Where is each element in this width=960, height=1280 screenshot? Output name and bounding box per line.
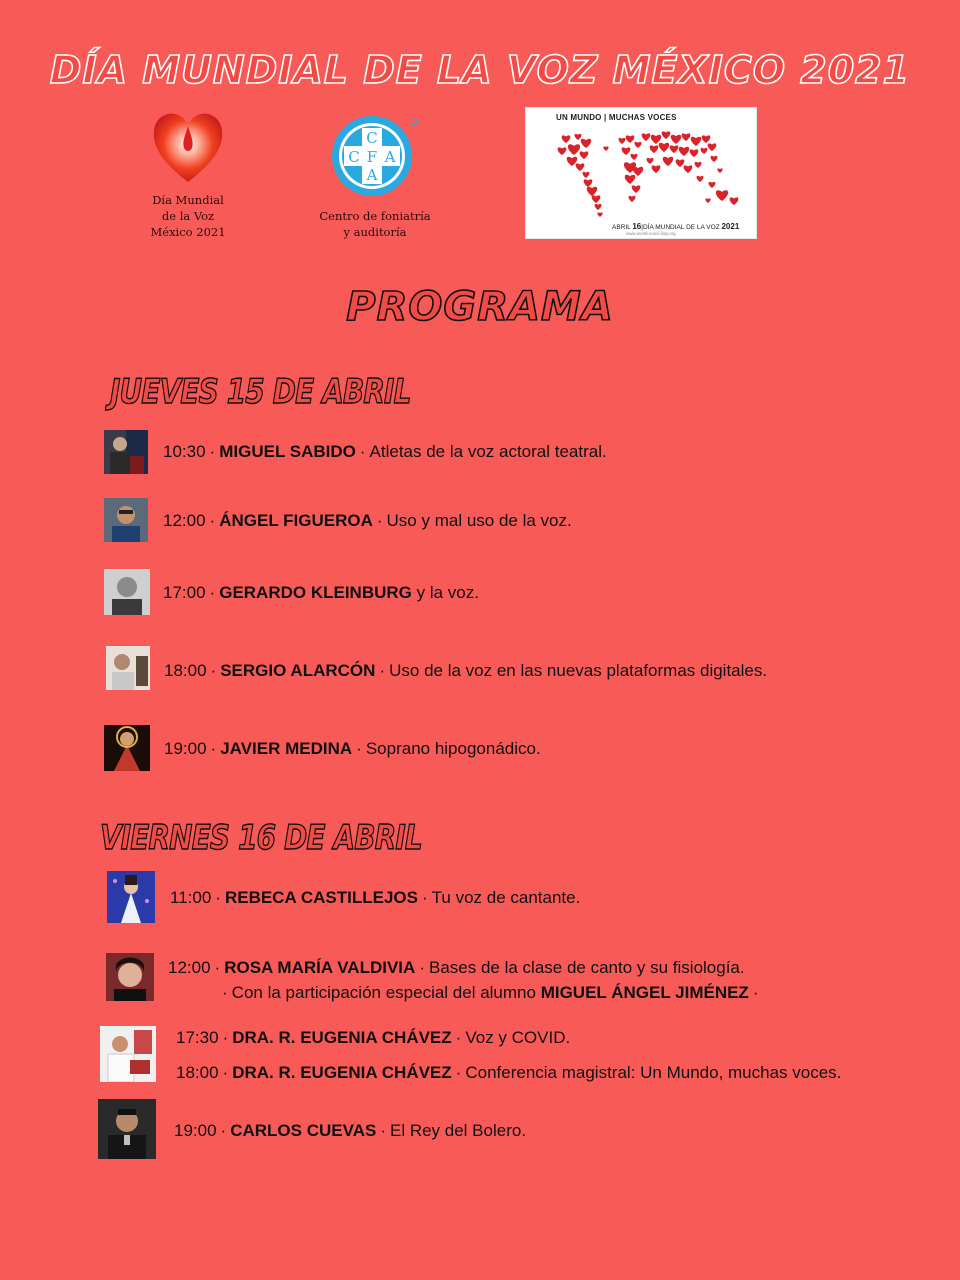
map-heart bbox=[584, 179, 593, 187]
map-heart bbox=[575, 134, 582, 140]
cfa-caption-line: y auditoría bbox=[343, 225, 407, 239]
event-line bbox=[176, 1028, 570, 1048]
map-heart bbox=[622, 147, 631, 155]
separator: · bbox=[455, 1028, 462, 1047]
world-banner-url: www.world-voice-day.org bbox=[626, 231, 676, 236]
separator: · bbox=[380, 1121, 386, 1140]
map-heart bbox=[592, 195, 601, 203]
map-heart bbox=[697, 176, 704, 182]
map-heart bbox=[702, 135, 711, 143]
event-time: 10:30 bbox=[163, 442, 206, 461]
event-line bbox=[174, 1121, 526, 1141]
separator: · bbox=[209, 442, 216, 461]
separator: · bbox=[419, 958, 425, 977]
map-heart bbox=[651, 135, 661, 144]
separator: · bbox=[222, 983, 228, 1002]
map-heart bbox=[716, 190, 728, 201]
event-line bbox=[164, 661, 767, 681]
separator: · bbox=[209, 583, 216, 602]
cfa-caption-line: Centro de foniatría bbox=[319, 209, 431, 223]
map-heart bbox=[670, 145, 679, 153]
speaker-name: JAVIER MEDINA bbox=[220, 739, 353, 758]
event-topic: Atletas de la voz actoral teatral. bbox=[369, 442, 607, 461]
map-heart bbox=[717, 168, 722, 173]
map-heart bbox=[597, 212, 602, 217]
event-line bbox=[164, 739, 541, 759]
map-heart bbox=[705, 198, 710, 203]
speaker-photo bbox=[104, 569, 150, 615]
map-heart bbox=[558, 147, 567, 155]
speaker-name: CARLOS CUEVAS bbox=[230, 1121, 377, 1140]
event-line bbox=[163, 583, 479, 603]
speaker-name: ÁNGEL FIGUEROA bbox=[219, 511, 373, 530]
map-heart bbox=[595, 204, 602, 210]
separator: · bbox=[376, 511, 383, 530]
world-voice-day-banner bbox=[526, 108, 756, 238]
event-topic: Tu voz de cantante. bbox=[431, 888, 581, 907]
separator: · bbox=[222, 1063, 229, 1082]
separator: · bbox=[209, 511, 216, 530]
map-heart bbox=[659, 143, 669, 152]
event-topic: El Rey del Bolero. bbox=[389, 1121, 527, 1140]
separator: · bbox=[214, 958, 221, 977]
world-banner-year: 2021 bbox=[721, 222, 740, 231]
heart-caption-line: de la Voz bbox=[161, 209, 215, 223]
separator: · bbox=[222, 1028, 229, 1047]
world-banner-month: ABRIL bbox=[612, 224, 631, 231]
map-heart bbox=[730, 197, 739, 205]
map-heart bbox=[709, 182, 716, 188]
event-topic: Bases de la clase de canto y su fisiología. bbox=[428, 958, 745, 977]
map-heart bbox=[679, 147, 689, 156]
map-heart bbox=[619, 138, 626, 144]
poster-title: DÍA MUNDIAL DE LA VOZ MÉXICO 2021 bbox=[49, 48, 911, 92]
world-hearts-map-icon bbox=[526, 108, 756, 238]
event-time: 18:00 bbox=[164, 661, 207, 680]
map-heart bbox=[682, 133, 691, 141]
separator: · bbox=[379, 661, 386, 680]
cfa-letter: C bbox=[366, 129, 378, 147]
map-heart bbox=[684, 165, 693, 173]
separator: · bbox=[210, 739, 217, 758]
separator: · bbox=[359, 442, 366, 461]
separator: · bbox=[752, 983, 759, 1002]
separator: · bbox=[455, 1063, 462, 1082]
cfa-cross-emblem bbox=[330, 114, 420, 200]
guest-name: MIGUEL ÁNGEL JIMÉNEZ bbox=[540, 983, 749, 1002]
event-extra-line bbox=[218, 983, 763, 1003]
cfa-letter: A bbox=[384, 148, 396, 166]
dia-mundial-logo bbox=[140, 108, 236, 240]
event-line bbox=[168, 958, 745, 978]
map-heart bbox=[568, 144, 580, 155]
event-time: 17:00 bbox=[163, 583, 206, 602]
world-banner-day: 16 bbox=[632, 222, 642, 231]
speaker-photo bbox=[107, 871, 155, 923]
map-heart bbox=[626, 135, 635, 143]
day-heading-jueves: JUEVES 15 DE ABRIL bbox=[110, 372, 411, 412]
map-heart bbox=[629, 196, 636, 202]
speaker-photo bbox=[106, 953, 154, 1001]
map-heart bbox=[708, 143, 717, 151]
event-time: 18:00 bbox=[176, 1063, 219, 1082]
map-heart bbox=[632, 185, 641, 193]
day-heading-viernes: VIERNES 16 DE ABRIL bbox=[100, 818, 422, 858]
speaker-photo bbox=[106, 646, 150, 690]
world-banner-text: DÍA MUNDIAL DE LA VOZ bbox=[642, 224, 720, 231]
event-time: 12:00 bbox=[168, 958, 211, 977]
map-heart bbox=[603, 146, 608, 151]
map-heart bbox=[663, 157, 673, 166]
map-heart bbox=[580, 151, 589, 159]
event-time: 11:00 bbox=[170, 888, 212, 907]
map-heart bbox=[625, 175, 635, 184]
map-heart bbox=[690, 149, 699, 157]
speaker-name: DRA. R. EUGENIA CHÁVEZ bbox=[232, 1028, 452, 1047]
speaker-name: GERARDO KLEINBURG bbox=[219, 583, 412, 602]
heart-icon bbox=[152, 108, 224, 184]
map-heart bbox=[695, 162, 702, 168]
event-topic: Uso de la voz en las nuevas plataformas digitales. bbox=[389, 661, 768, 680]
event-line bbox=[176, 1063, 841, 1083]
speaker-name: SERGIO ALARCÓN bbox=[220, 661, 376, 680]
map-heart bbox=[562, 135, 571, 143]
cfa-letter: C bbox=[348, 148, 360, 166]
map-heart bbox=[662, 131, 671, 139]
event-topic: y la voz. bbox=[416, 583, 479, 602]
map-heart bbox=[676, 159, 685, 167]
speaker-photo bbox=[104, 498, 148, 542]
event-time: 19:00 bbox=[164, 739, 207, 758]
event-topic: Uso y mal uso de la voz. bbox=[386, 511, 572, 530]
event-topic: Voz y COVID. bbox=[465, 1028, 571, 1047]
speaker-photo bbox=[104, 725, 150, 771]
map-heart bbox=[691, 137, 701, 146]
separator: · bbox=[210, 661, 217, 680]
event-time: 12:00 bbox=[163, 511, 206, 530]
event-line bbox=[163, 511, 572, 531]
speaker-photo bbox=[98, 1099, 156, 1159]
cfa-letter: A bbox=[366, 166, 378, 184]
map-heart bbox=[701, 148, 708, 154]
map-heart bbox=[671, 135, 681, 144]
event-topic: Conferencia magistral: Un Mundo, muchas voces. bbox=[465, 1063, 842, 1082]
speaker-photo bbox=[104, 430, 148, 474]
map-heart bbox=[631, 154, 638, 160]
map-heart bbox=[711, 156, 718, 162]
map-heart bbox=[647, 158, 654, 164]
map-heart bbox=[576, 163, 585, 171]
heart-caption-line: México 2021 bbox=[150, 225, 226, 239]
separator: · bbox=[356, 739, 362, 758]
separator: · bbox=[220, 1121, 227, 1140]
speaker-name: MIGUEL SABIDO bbox=[219, 442, 356, 461]
map-heart bbox=[587, 187, 597, 196]
separator: · bbox=[421, 888, 428, 907]
event-line bbox=[170, 888, 580, 908]
map-heart bbox=[652, 165, 661, 173]
separator: · bbox=[215, 888, 221, 907]
event-topic: Soprano hipogonádico. bbox=[365, 739, 541, 758]
map-heart bbox=[642, 133, 651, 141]
event-extra-text: Con la participación especial del alumno bbox=[231, 983, 536, 1002]
speaker-name: DRA. R. EUGENIA CHÁVEZ bbox=[232, 1063, 452, 1082]
speaker-photo bbox=[100, 1026, 156, 1082]
world-banner-date: ABRIL 16|DÍA MUNDIAL DE LA VOZ 2021 bbox=[612, 222, 740, 231]
speaker-name: REBECA CASTILLEJOS bbox=[224, 888, 418, 907]
map-heart bbox=[567, 157, 577, 166]
programa-heading: PROGRAMA bbox=[346, 284, 614, 330]
map-heart bbox=[633, 167, 643, 176]
event-line bbox=[163, 442, 607, 462]
map-heart bbox=[583, 172, 590, 178]
map-heart bbox=[581, 139, 591, 148]
map-heart bbox=[635, 142, 642, 148]
cfa-logo bbox=[300, 114, 450, 240]
speaker-name: ROSA MARÍA VALDIVIA bbox=[224, 958, 416, 977]
event-time: 17:30 bbox=[176, 1028, 219, 1047]
cfa-letter: F bbox=[366, 148, 378, 166]
heart-caption-line: Día Mundial bbox=[152, 193, 224, 207]
event-time: 19:00 bbox=[174, 1121, 217, 1140]
map-heart bbox=[650, 145, 659, 153]
world-banner-tagline: UN MUNDO | MUCHAS VOCES bbox=[556, 113, 677, 122]
